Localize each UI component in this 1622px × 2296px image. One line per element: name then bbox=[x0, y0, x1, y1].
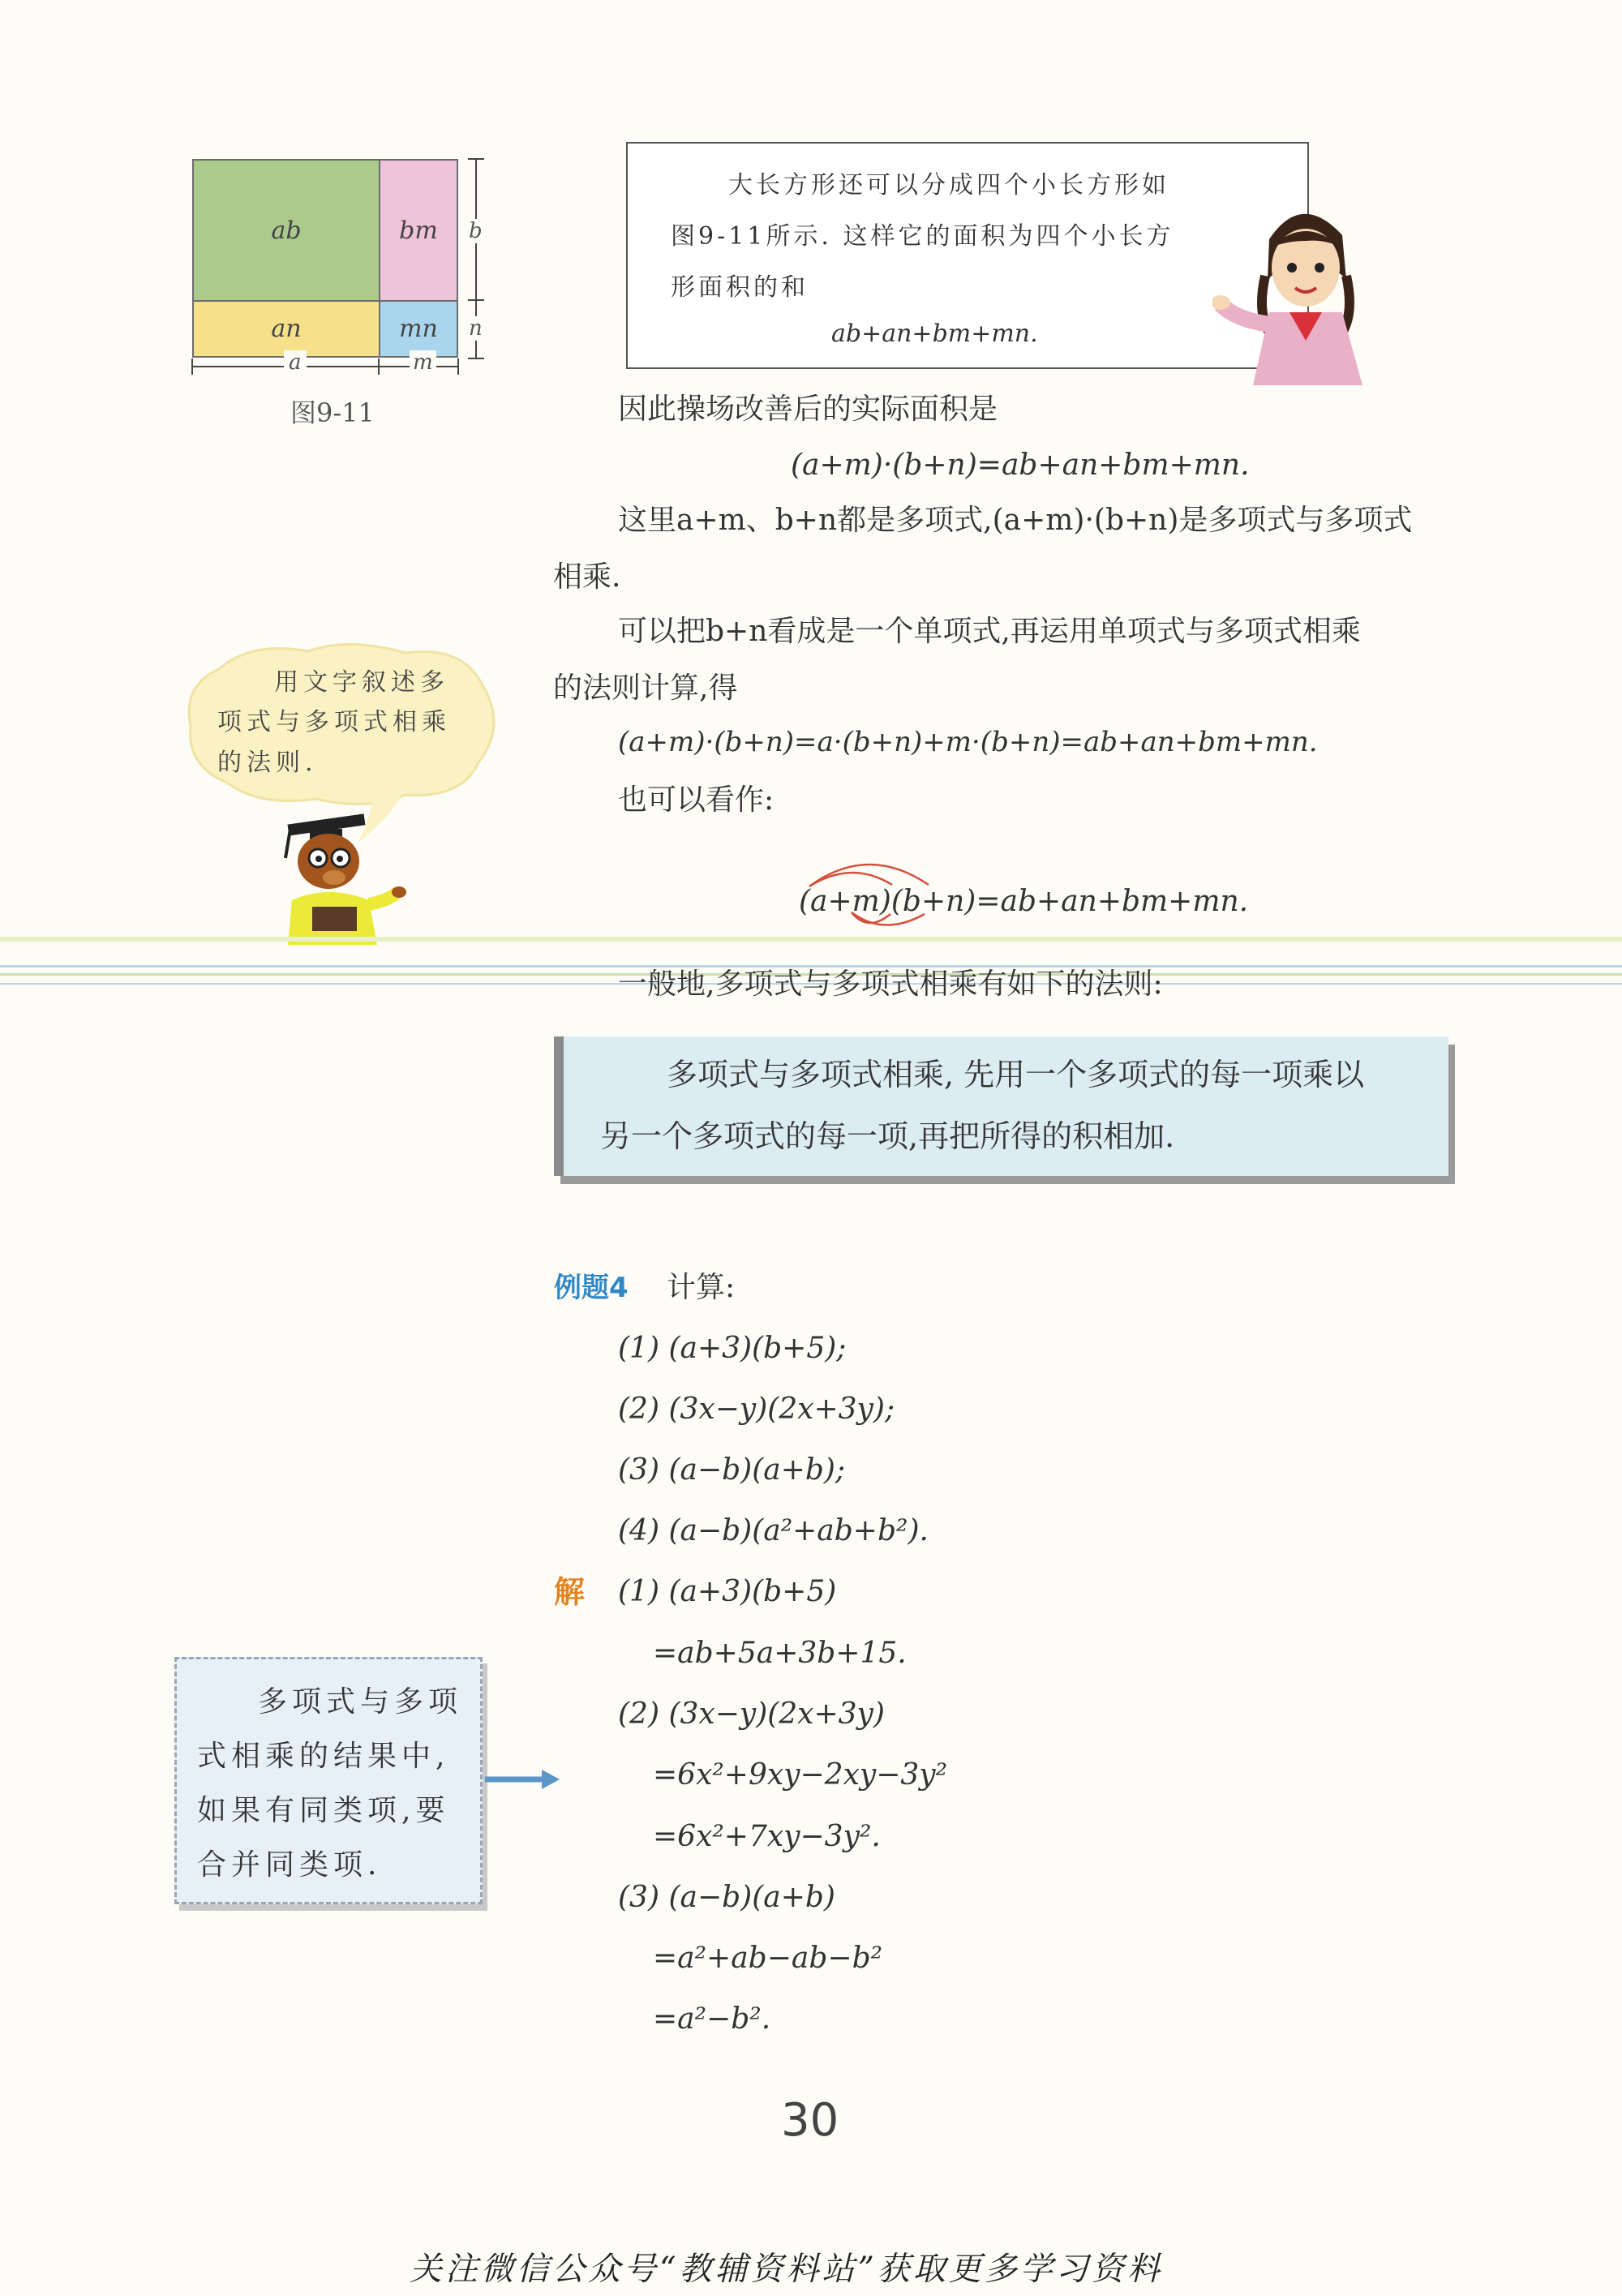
example-item-2: (2) (3x−y)(2x+3y); bbox=[618, 1393, 895, 1426]
example-item-4: (4) (a−b)(a²+ab+b²). bbox=[618, 1514, 929, 1547]
divider-band-top bbox=[0, 937, 1622, 942]
solution-line-3: (2) (3x−y)(2x+3y) bbox=[618, 1697, 885, 1731]
dim-m: m bbox=[410, 350, 436, 375]
solution-line-8: =a²−b². bbox=[653, 2002, 771, 2036]
dim-b: b bbox=[469, 219, 483, 243]
paragraph-2b: 相乘. bbox=[553, 560, 621, 594]
solution-line-2: =ab+5a+3b+15. bbox=[653, 1637, 907, 1670]
figure-caption: 图9-11 bbox=[290, 397, 375, 428]
cell-mn: mn bbox=[379, 300, 458, 358]
bubble-line-2: 项式与多项式相乘 bbox=[217, 708, 451, 736]
solution-label: 解 bbox=[554, 1574, 586, 1610]
paragraph-5: 一般地,多项式与多项式相乘有如下的法则: bbox=[618, 968, 1163, 1001]
bubble-line-3: 的法则. bbox=[217, 749, 318, 777]
rule-line-1: 多项式与多项式相乘, 先用一个多项式的每一项乘以 bbox=[667, 1057, 1365, 1092]
example-title: 计算: bbox=[667, 1271, 736, 1304]
note-line-4: 合并同类项. bbox=[197, 1848, 382, 1882]
footer-watermark: 关注微信公众号“教辅资料站”获取更多学习资料 bbox=[410, 2251, 1163, 2288]
dim-a: a bbox=[284, 350, 307, 375]
solution-line-7: =a²+ab−ab−b² bbox=[653, 1942, 883, 1975]
solution-line-5: =6x²+7xy−3y². bbox=[653, 1820, 881, 1853]
solution-line-4: =6x²+9xy−2xy−3y² bbox=[653, 1758, 948, 1792]
rule-line-2: 另一个多项式的每一项,再把所得的积相加. bbox=[600, 1118, 1175, 1154]
example-item-1: (1) (a+3)(b+5); bbox=[618, 1332, 847, 1365]
cell-ab: ab bbox=[192, 159, 380, 302]
dim-n: n bbox=[469, 316, 483, 341]
note-line-1: 多项式与多项 bbox=[258, 1685, 463, 1719]
speech-line-1: 大长方形还可以分成四个小长方形如 bbox=[728, 171, 1169, 200]
solution-line-6: (3) (a−b)(a+b) bbox=[618, 1881, 835, 1914]
dimension-arrows bbox=[182, 154, 491, 389]
example-item-3: (3) (a−b)(a+b); bbox=[618, 1453, 846, 1487]
equation-1: (a+m)·(b+n)=ab+an+bm+mn. bbox=[791, 448, 1250, 482]
speech-formula: ab+an+bm+mn. bbox=[831, 320, 1038, 348]
solution-line-1: (1) (a+3)(b+5) bbox=[618, 1575, 837, 1608]
example-label: 例题4 bbox=[554, 1272, 629, 1304]
page-number: 30 bbox=[781, 2094, 839, 2147]
speech-line-3: 形面积的和 bbox=[671, 273, 809, 302]
cell-an: an bbox=[192, 300, 380, 358]
bubble-line-1: 用文字叙述多 bbox=[274, 668, 449, 697]
note-line-2: 式相乘的结果中, bbox=[197, 1740, 450, 1773]
equation-2: (a+m)·(b+n)=a·(b+n)+m·(b+n)=ab+an+bm+mn. bbox=[618, 726, 1318, 758]
paragraph-1: 因此操场改善后的实际面积是 bbox=[618, 393, 998, 426]
paragraph-4: 也可以看作: bbox=[618, 783, 775, 817]
paragraph-2a: 这里a+m、b+n都是多项式,(a+m)·(b+n)是多项式与多项式 bbox=[618, 504, 1413, 537]
equation-3: (a+m)(b+n)=ab+an+bm+mn. bbox=[799, 885, 1249, 918]
girl-illustration bbox=[1212, 191, 1391, 385]
note-line-3: 如果有同类项,要 bbox=[197, 1794, 450, 1827]
cell-bm: bm bbox=[379, 159, 458, 302]
arrow-right-icon bbox=[485, 1765, 562, 1794]
bear-professor-illustration bbox=[268, 811, 414, 949]
speech-line-2: 图9-11所示. 这样它的面积为四个小长方 bbox=[671, 222, 1174, 251]
paragraph-3a: 可以把b+n看成是一个单项式,再运用单项式与多项式相乘 bbox=[618, 615, 1361, 648]
paragraph-3b: 的法则计算,得 bbox=[553, 672, 738, 705]
